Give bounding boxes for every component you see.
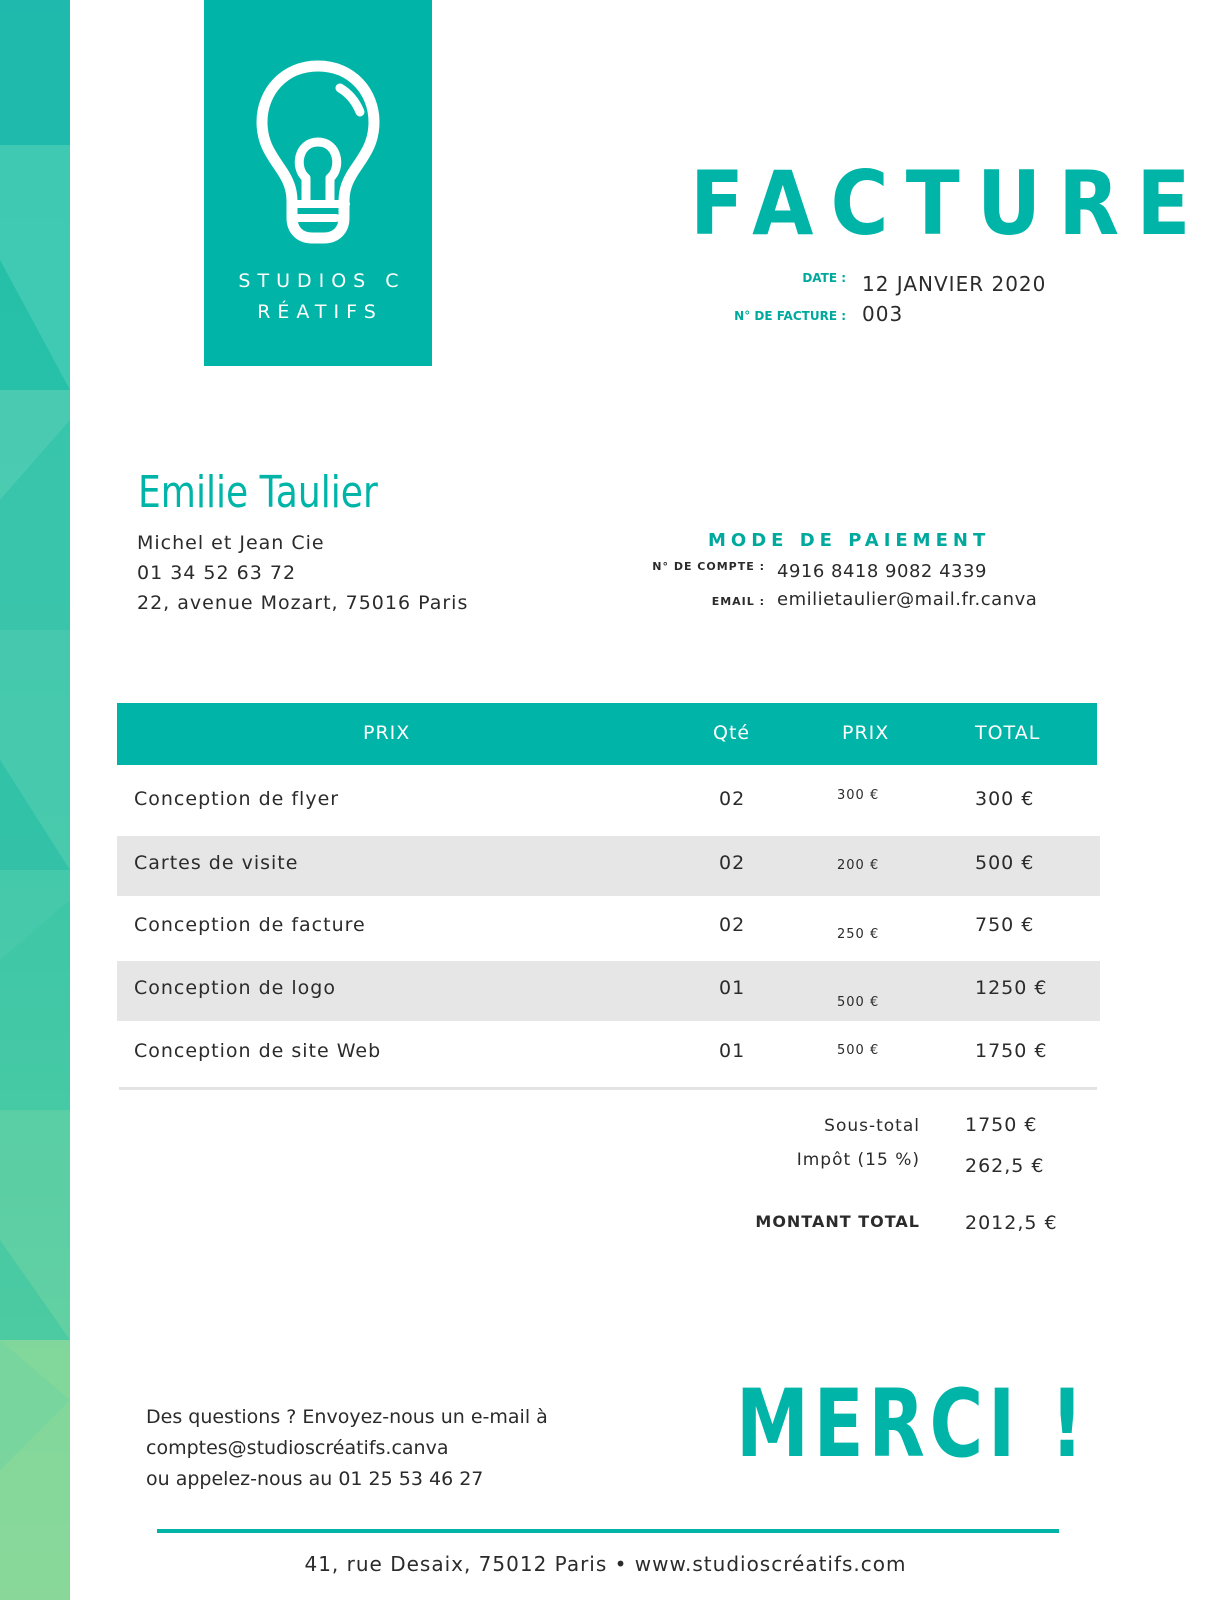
subtotal-label: Sous-total: [824, 1116, 920, 1136]
tax-value: 262,5 €: [965, 1155, 1045, 1177]
logo-text-line2: RÉATIFS: [257, 301, 383, 323]
client-phone: 01 34 52 63 72: [137, 562, 297, 584]
footer-divider: [157, 1529, 1059, 1533]
grand-total-label: MONTANT TOTAL: [755, 1212, 920, 1231]
logo-text-line1: STUDIOS C: [238, 270, 406, 292]
contact-phone: ou appelez-nous au 01 25 53 46 27: [146, 1468, 484, 1490]
contact-question: Des questions ? Envoyez-nous un e-mail à: [146, 1406, 548, 1428]
item-unit-price: 300 €: [837, 788, 880, 803]
footer-address: 41, rue Desaix, 75012 Paris • www.studioscréatifs.com: [304, 1552, 907, 1576]
item-quantity: 01: [719, 977, 746, 999]
item-total: 1250 €: [975, 977, 1048, 999]
item-quantity: 02: [719, 852, 746, 874]
item-unit-price: 250 €: [837, 927, 880, 942]
item-description: Conception de site Web: [134, 1040, 382, 1062]
item-quantity: 02: [719, 914, 746, 936]
lightbulb-icon: [254, 58, 382, 248]
date-label: DATE :: [802, 271, 846, 285]
subtotal-value: 1750 €: [965, 1114, 1038, 1136]
geometric-pattern: [0, 0, 70, 1600]
item-unit-price: 500 €: [837, 1043, 880, 1058]
invoice-number-label: N° DE FACTURE :: [734, 309, 846, 323]
date-value: 12 JANVIER 2020: [862, 272, 1047, 296]
table-row: [117, 1024, 1100, 1084]
item-description: Conception de flyer: [134, 788, 340, 810]
thank-you-heading: MERCI !: [736, 1370, 1089, 1479]
account-number-label: N° DE COMPTE :: [652, 560, 765, 573]
client-company: Michel et Jean Cie: [137, 532, 325, 554]
header-unit-price: PRIX: [842, 722, 890, 744]
invoice-number-value: 003: [862, 302, 904, 326]
contact-email: comptes@studioscréatifs.canva: [146, 1437, 449, 1459]
tax-label: Impôt (15 %): [796, 1150, 920, 1170]
item-description: Conception de logo: [134, 977, 336, 999]
item-description: Conception de facture: [134, 914, 366, 936]
header-description: PRIX: [363, 722, 411, 744]
item-total: 500 €: [975, 852, 1035, 874]
email-value: emilietaulier@mail.fr.canva: [777, 589, 1038, 610]
item-quantity: 01: [719, 1040, 746, 1062]
table-row: [117, 898, 1100, 958]
company-logo: [204, 0, 432, 366]
table-row: [117, 836, 1100, 896]
payment-title: MODE DE PAIEMENT: [708, 530, 991, 551]
client-address: 22, avenue Mozart, 75016 Paris: [137, 592, 469, 614]
item-description: Cartes de visite: [134, 852, 299, 874]
item-total: 750 €: [975, 914, 1035, 936]
item-total: 1750 €: [975, 1040, 1048, 1062]
table-row: [117, 961, 1100, 1021]
header-total: TOTAL: [975, 722, 1041, 744]
client-name: Emilie Taulier: [138, 467, 378, 518]
grand-total-value: 2012,5 €: [965, 1212, 1058, 1234]
table-bottom-divider: [119, 1087, 1097, 1090]
item-quantity: 02: [719, 788, 746, 810]
item-total: 300 €: [975, 788, 1035, 810]
decorative-side-strip: [0, 0, 70, 1600]
email-label: EMAIL :: [711, 595, 765, 608]
items-table-header: [117, 703, 1097, 765]
item-unit-price: 200 €: [837, 858, 880, 873]
document-title: FACTURE: [690, 152, 1208, 255]
item-unit-price: 500 €: [837, 995, 880, 1010]
account-number-value: 4916 8418 9082 4339: [777, 561, 987, 582]
table-row: [117, 773, 1100, 833]
header-quantity: Qté: [713, 722, 751, 744]
